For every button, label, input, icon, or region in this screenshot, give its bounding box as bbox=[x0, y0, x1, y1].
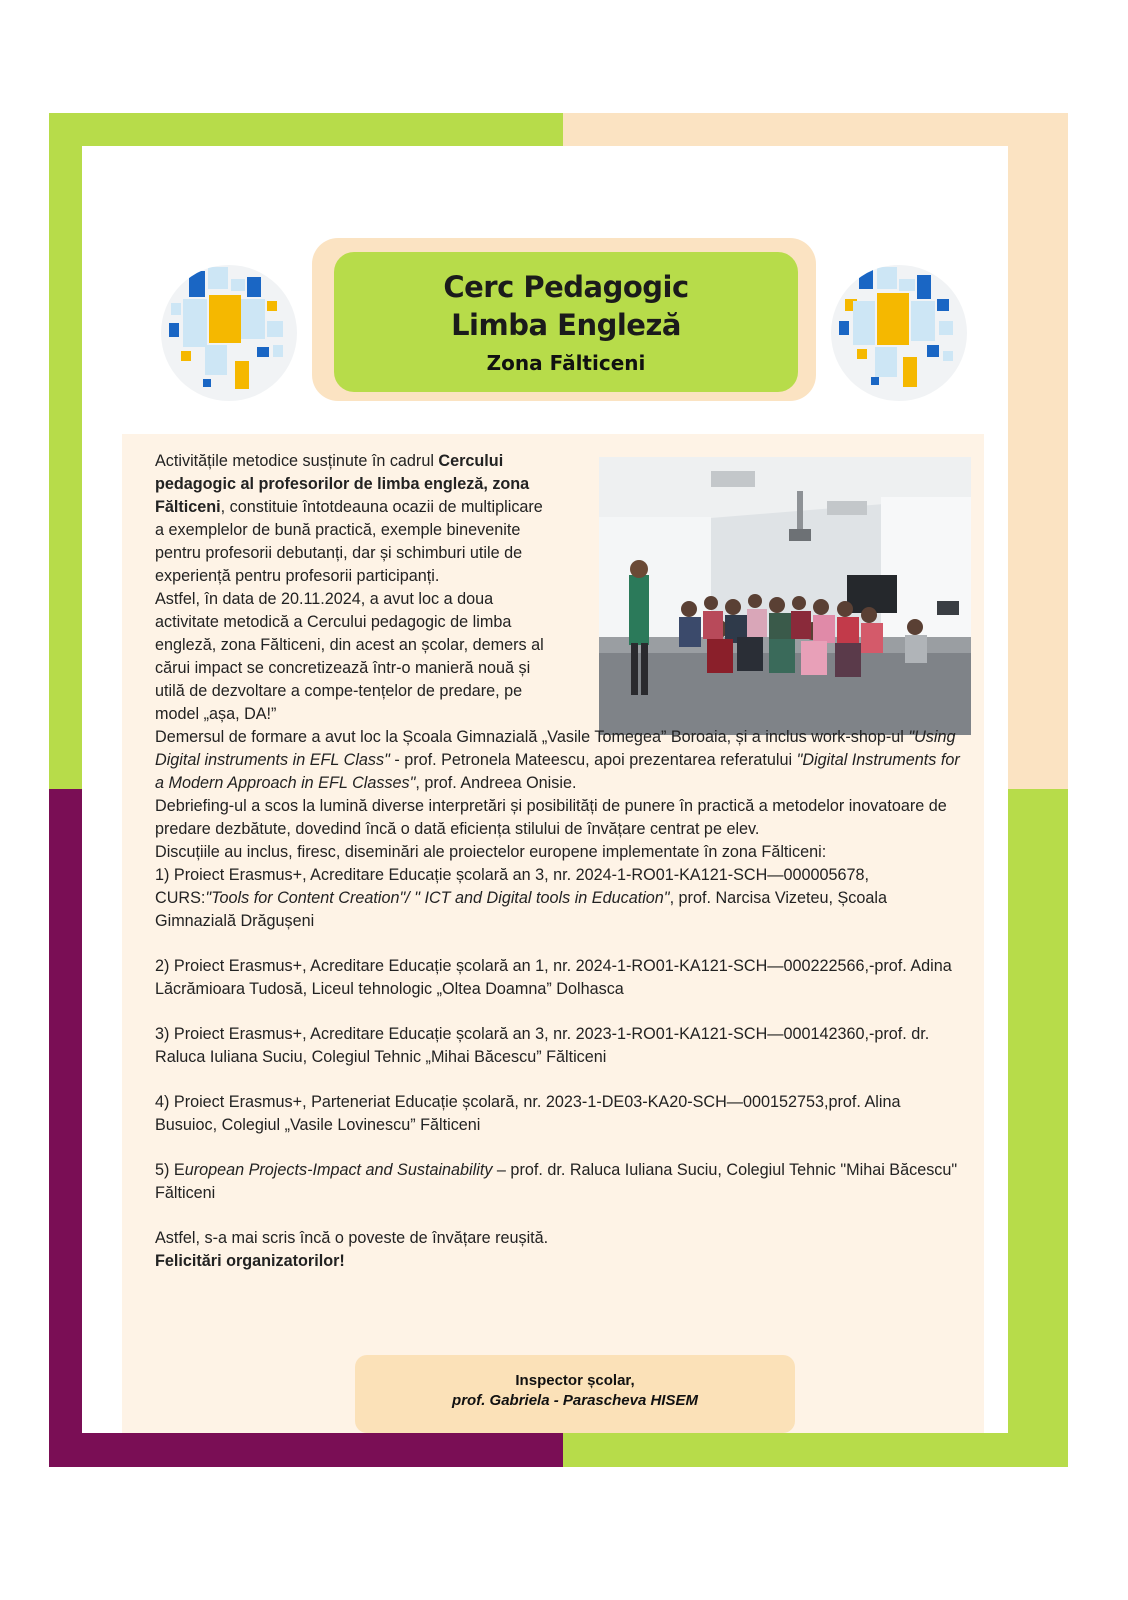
project-item-5 bbox=[155, 1159, 965, 1205]
project-item-3: 3) Proiect Erasmus+, Acreditare Educație școlară an 3, nr. 2023-1-RO01-KA121-SCH—000142360,-prof. dr. Raluca Iuliana Suciu, Colegiul Tehnic „Mihai Băcescu” Fălticeni bbox=[155, 1025, 930, 1066]
congrats-bold: Felicitări organizatorilor! bbox=[155, 1252, 345, 1270]
workshop-text-cont: - prof. Petronela Mateescu, apoi prezentarea referatului bbox=[389, 751, 797, 769]
project-5-text-end: – prof. dr. Raluca Iuliana Suciu, Colegiul Tehnic "Mihai Băcescu" Fălticeni bbox=[155, 1161, 958, 1202]
article-body bbox=[155, 450, 965, 1273]
project-1-text-end: , prof. Narcisa Vizeteu, Școala Gimnazială Drăgușeni bbox=[155, 889, 888, 930]
paragraph-intro bbox=[155, 450, 555, 588]
paragraph-workshop bbox=[155, 726, 965, 795]
project-item-4: 4) Proiect Erasmus+, Parteneriat Educație școlară, nr. 2023-1-DE03-KA20-SCH—000152753,prof. Alina Busuioc, Colegiul „Vasile Lovinescu” Fălticeni bbox=[155, 1093, 901, 1134]
intro-text-cont: , constituie întotdeauna ocazii de multiplicare a exemplelor de bună practică, exemple binevenite pentru profesorii debutanți, dar și schimburi utile de experiență pentru profesorii participanți. bbox=[155, 498, 543, 585]
intro-text: Activitățile metodice susținute în cadrul bbox=[155, 452, 439, 470]
project-item-1 bbox=[155, 864, 965, 933]
project-1-course: "Tools for Content Creation"/ " ICT and Digital tools in Education" bbox=[205, 889, 670, 907]
mosaic-logo-left bbox=[161, 265, 297, 401]
signature-name: prof. Gabriela - Parascheva HISEM bbox=[452, 1392, 698, 1409]
workshop-text: Demersul de formare a avut loc la Școala Gimnazială „Vasile Tomegea” Boroaia, și a inclus work-shop-ul bbox=[155, 728, 909, 746]
header-title-line2: Limba Engleză bbox=[451, 308, 681, 342]
project-1-text: 1) Proiect Erasmus+, Acreditare Educație școlară an 3, nr. 2024-1-RO01-KA121-SCH—000005678, CURS: bbox=[155, 866, 869, 907]
signature-role: Inspector școlar, bbox=[515, 1372, 635, 1389]
project-item-2: 2) Proiect Erasmus+, Acreditare Educație școlară an 1, nr. 2024-1-RO01-KA121-SCH—000222566,-prof. Adina Lăcrămioara Tudosă, Liceul tehnologic „Oltea Doamna” Dolhasca bbox=[155, 957, 952, 998]
mosaic-logo-right bbox=[831, 265, 967, 401]
project-5-text: 5) E bbox=[155, 1161, 185, 1179]
header-box bbox=[334, 252, 798, 392]
referat-title: "Digital Instruments for a Modern Approach in EFL Classes" bbox=[155, 751, 960, 792]
intro-bold: Cercului pedagogic al profesorilor de limba engleză, zona Fălticeni bbox=[155, 452, 530, 516]
header-title-line1: Cerc Pedagogic bbox=[443, 270, 689, 304]
paragraph-closing: Astfel, s-a mai scris încă o poveste de învățare reușită. bbox=[155, 1229, 549, 1247]
workshop-text-end: , prof. Andreea Onisie. bbox=[415, 774, 577, 792]
paragraph-congrats bbox=[155, 1250, 965, 1273]
signature-box bbox=[355, 1355, 795, 1433]
paragraph-debriefing: Debriefing-ul a scos la lumină diverse interpretări și posibilități de punere în practică a metodelor inovatoare de predare dezbătute, dovedind încă o dată eficiența stilului de învățare centrat pe elev. bbox=[155, 797, 947, 838]
paragraph-discussions: Discuțiile au inclus, firesc, diseminări ale proiectelor europene implementate în zona Fălticeni: bbox=[155, 843, 827, 861]
paragraph-date: Astfel, în data de 20.11.2024, a avut loc a doua activitate metodică a Cercului pedagogic de limba engleză, zona Fălticeni, din acest an școlar, demers al cărui impact se concretizează într-o manieră nouă și utilă de dezvoltare a compe-tențelor de predare, pe model „așa, DA!” bbox=[155, 590, 544, 723]
workshop-title: "Using Digital instruments in EFL Class" bbox=[155, 728, 956, 769]
project-5-title: uropean Projects-Impact and Sustainability bbox=[184, 1161, 493, 1179]
header-subtitle: Zona Fălticeni bbox=[486, 351, 646, 375]
